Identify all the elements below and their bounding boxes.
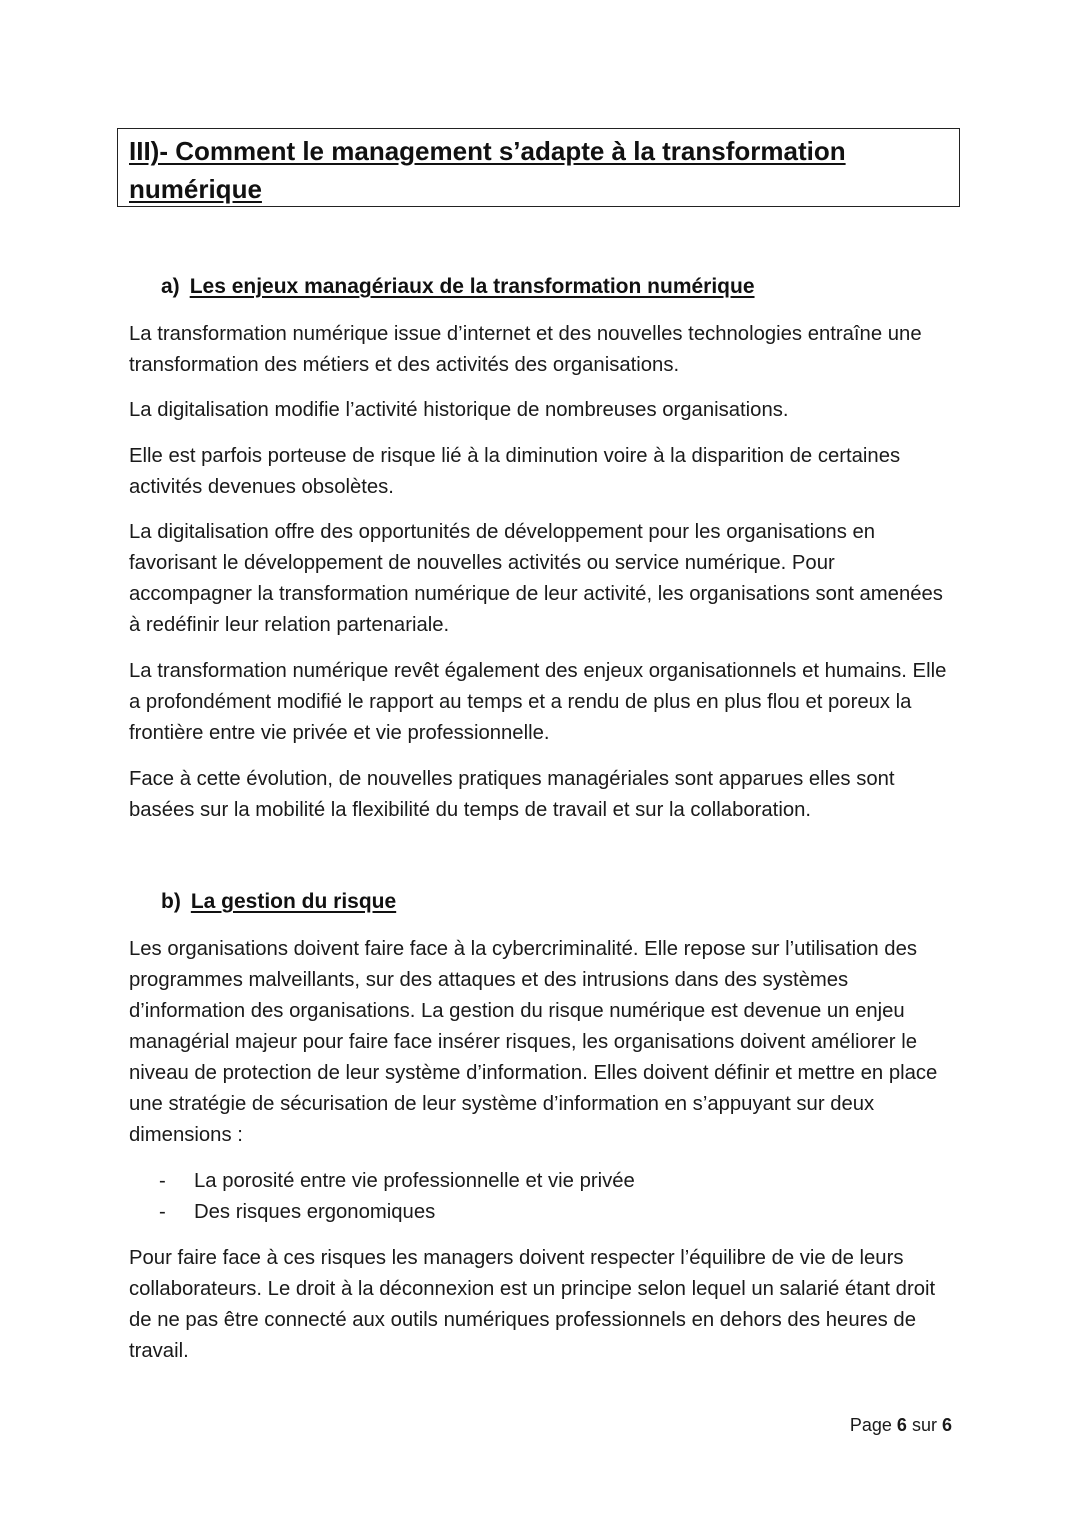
section-a-paragraph-1: La transformation numérique issue d’internet et des nouvelles technologies entraîne une transformation des métiers et des activités des organisations.: [129, 323, 922, 376]
section-b-conclusion: Pour faire face à ces risques les managers doivent respecter l’équilibre de vie de leurs collaborateurs. Le droit à la déconnexion est un principe selon lequel un salarié étant droit de ne pas être connecté aux outils numériques professionnels en dehors des heures de travail.: [129, 1247, 936, 1362]
section-b-intro: Les organisations doivent faire face à la cybercriminalité. Elle repose sur l’utilisation des programmes malveillants, sur des attaques et des intrusions dans des systèmes d’information des organisations. La gestion du risque numérique est devenue un enjeu managérial majeur pour faire face insérer risques, les organisations doivent améliorer le niveau de protection de leur système d’information. Elles doivent définir et mettre en place une stratégie de sécurisation de leur système d’information en s’appuyant sur deux dimensions :: [129, 938, 938, 1146]
bullet-dash: -: [159, 1201, 166, 1223]
bullet-list: [129, 1166, 959, 1228]
page-number: [850, 1415, 952, 1436]
chapter-title-box: [117, 128, 960, 207]
bullet-text: La porosité entre vie professionnelle et vie privée: [194, 1170, 635, 1192]
page-word: Page: [849, 1415, 892, 1435]
section-b-heading: [161, 888, 396, 916]
total-pages: 6: [941, 1415, 952, 1435]
section-a-letter: a): [161, 275, 180, 298]
section-a-paragraph-2: La digitalisation modifie l’activité historique de nombreuses organisations.: [129, 399, 789, 421]
section-b-letter: b): [161, 890, 181, 913]
bullet-text: Des risques ergonomiques: [194, 1201, 436, 1223]
current-page: 6: [896, 1415, 907, 1435]
section-a-paragraph-4: La digitalisation offre des opportunités de développement pour les organisations en favorisant le développement de nouvelles activités ou service numérique. Pour accompagner la transformation numérique de leur activité, les organisations sont amenées à redéfinir leur relation partenariale.: [129, 521, 943, 636]
section-b-title: La gestion du risque: [190, 890, 397, 913]
list-item: [129, 1197, 959, 1228]
section-a-title: Les enjeux managériaux de la transformation numérique: [189, 275, 755, 298]
section-a-heading: [161, 273, 755, 301]
sep-word: sur: [911, 1415, 937, 1435]
chapter-title: III)- Comment le management s’adapte à la transformation numérique: [129, 136, 846, 204]
section-a-paragraph-3: Elle est parfois porteuse de risque lié à la diminution voire à la disparition de certaines activités devenues obsolètes.: [129, 445, 901, 498]
bullet-dash: -: [159, 1170, 166, 1192]
section-a-paragraph-6: Face à cette évolution, de nouvelles pratiques managériales sont apparues elles sont basées sur la mobilité la flexibilité du temps de travail et sur la collaboration.: [129, 768, 895, 821]
list-item: [129, 1166, 959, 1197]
section-a-paragraph-5: La transformation numérique revêt également des enjeux organisationnels et humains. Elle a profondément modifié le rapport au temps et a rendu de plus en plus flou et poreux la frontière entre vie privée et vie professionnelle.: [129, 660, 947, 744]
